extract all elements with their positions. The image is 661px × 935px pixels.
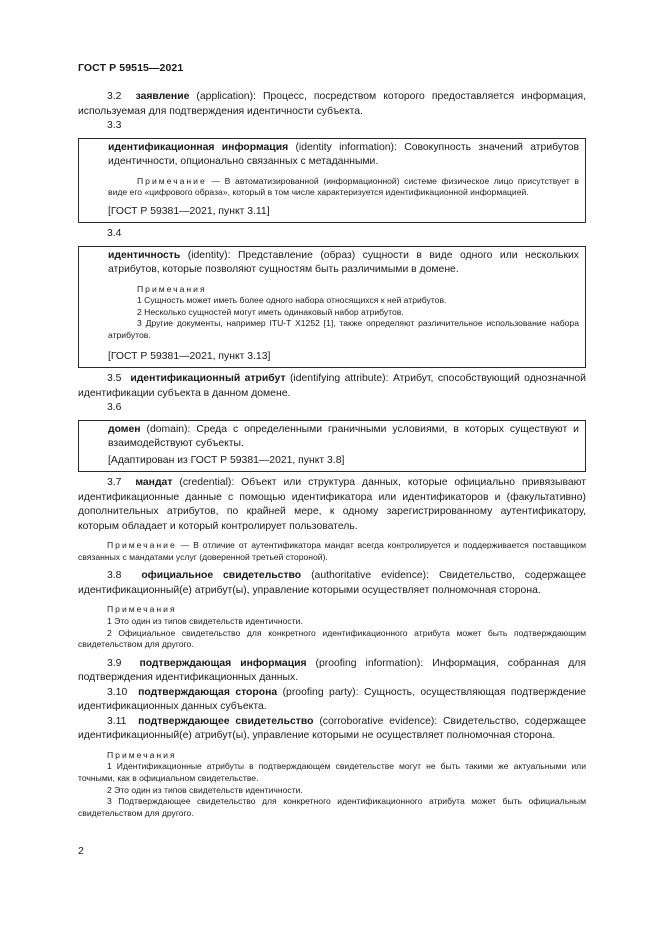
term-definition: (application): Процесс, посредством которого предоставляется информация, используемая для подтверждения идентичности субъекта. [78, 91, 586, 117]
term-entry-3-4 [108, 249, 579, 278]
term-box-3-4 [78, 246, 586, 368]
term-definition: (proofing party): Сущность, осуществляющая подтверждение идентификационных данных субъекта. [78, 686, 586, 713]
term-box-3-3 [78, 138, 586, 224]
notes-heading: Примечания [137, 283, 207, 294]
term-source: [Адаптирован из ГОСТ Р 59381—2021, пункт 3.8] [108, 454, 345, 466]
notes-heading: Примечания [107, 749, 177, 760]
term-name: идентификационный атрибут [130, 373, 286, 385]
term-definition: (identifying attribute): Атрибут, способствующий однозначной идентификации субъекта в данном домене. [78, 373, 586, 399]
term-definition: (identity): Представление (образ) сущности в виде одного или нескольких атрибутов, которые позволяют сущностям быть различимыми в домене. [108, 249, 579, 276]
term-name: подтверждающее свидетельство [138, 715, 314, 727]
term-definition: (authoritative evidence): Свидетельство, содержащее идентификационный(е) атрибут(ы), управление которыми осуществляет полномочная сторона. [78, 570, 586, 596]
entry-number: 3.10 [107, 686, 128, 698]
term-entry-3-11 [78, 715, 586, 744]
note-item: 1 Сущность может иметь более одного набора относящихся к ней атрибутов. [137, 295, 447, 306]
term-name: заявление [135, 91, 190, 102]
entry-number-3-3: 3.3 [107, 120, 122, 131]
term-entry-3-7 [78, 476, 586, 534]
note-item: 1 Идентификационные атрибуты в подтверждающем свидетельстве могут не быть такими же актуальными или точными, как в официальном свидетельстве. [78, 761, 586, 783]
term-name: идентичность [108, 249, 181, 261]
term-entry-3-2 [78, 90, 586, 119]
term-note [108, 176, 579, 199]
note-item: 2 Несколько сущностей могут иметь одинаковый набор атрибутов. [137, 306, 404, 317]
entry-number: 3.11 [107, 715, 127, 727]
term-note [78, 540, 586, 563]
notes-heading: Примечания [107, 604, 177, 615]
note-item: 2 Это один из типов свидетельств идентичности. [107, 784, 303, 795]
note-label: Примечание [107, 540, 177, 551]
term-source: [ГОСТ Р 59381—2021, пункт 3.11] [108, 205, 270, 217]
term-definition: (proofing information): Информация, собранная для подтверждения идентификационных данных. [78, 657, 586, 684]
term-box-3-6 [78, 420, 586, 473]
entry-number-3-4: 3.4 [107, 228, 122, 240]
document-header: ГОСТ Р 59515—2021 [78, 62, 184, 74]
page-number: 2 [78, 845, 84, 857]
entry-number: 3.2 [107, 91, 122, 102]
term-entry-3-10 [78, 686, 586, 715]
term-name: официальное свидетельство [141, 570, 302, 582]
entry-number: 3.8 [107, 570, 122, 582]
term-name: подтверждающая сторона [138, 686, 278, 698]
term-entry-3-9 [78, 657, 586, 686]
note-text: — В автоматизированной (информационной) системе физическое лицо присутствует в виде его «цифрового образа», который в том числе характеризуется идентификационной информацией. [108, 175, 579, 198]
note-label: Примечание [137, 175, 207, 186]
term-definition: (corroborative evidence): Свидетельство, содержащее идентификационный(е) атрибут(ы), управление которыми не осуществляет полномочная сторона. [78, 715, 586, 742]
term-definition: (credential): Объект или структура данных, которые официально привязывают идентификационные данные с помощью идентификатора или идентификаторов и (факультативно) дополнительных атрибутов, по крайней мере, к одному зарегистрированному аутентификатору, которым обладает и который контролирует пользователь. [78, 477, 586, 532]
term-entry-3-5 [78, 372, 586, 401]
entry-number-3-6: 3.6 [107, 402, 122, 414]
term-name: идентификационная информация [108, 141, 289, 153]
note-item: 3 Другие документы, например ITU-T X1252 [1], также определяют различительное использование набора атрибутов. [108, 318, 579, 341]
term-name: мандат [135, 477, 173, 489]
note-item: 2 Официальное свидетельство для конкретного идентификационного атрибута может быть подтверждающим свидетельством для другого. [78, 627, 586, 650]
term-entry-3-6 [108, 423, 579, 452]
term-entry-3-3 [108, 141, 579, 170]
term-name: домен [108, 423, 141, 435]
term-entry-3-8 [78, 569, 586, 598]
note-text: — В отличие от аутентификатора мандат всегда контролируется и поддерживается поставщиком связанных с мандатами услуг (доверенной третьей стороной). [78, 540, 586, 562]
term-source: [ГОСТ Р 59381—2021, пункт 3.13] [108, 350, 271, 362]
entry-number: 3.5 [107, 373, 122, 385]
term-definition: (domain): Среда с определенными граничными условиями, в которых существуют и взаимодействуют субъекты. [108, 423, 579, 450]
entry-number: 3.9 [107, 657, 122, 669]
term-definition: (identity information): Совокупность значений атрибутов идентичности, опционально связанных с метаданными. [108, 141, 579, 167]
document-body [78, 90, 586, 819]
note-item: 1 Это один из типов свидетельств идентичности. [107, 615, 303, 626]
entry-number: 3.7 [107, 477, 122, 489]
note-item: 3 Подтверждающее свидетельство для конкретного идентификационного атрибута может быть официальным свидетельством для другого. [78, 796, 586, 818]
term-name: подтверждающая информация [139, 657, 307, 669]
